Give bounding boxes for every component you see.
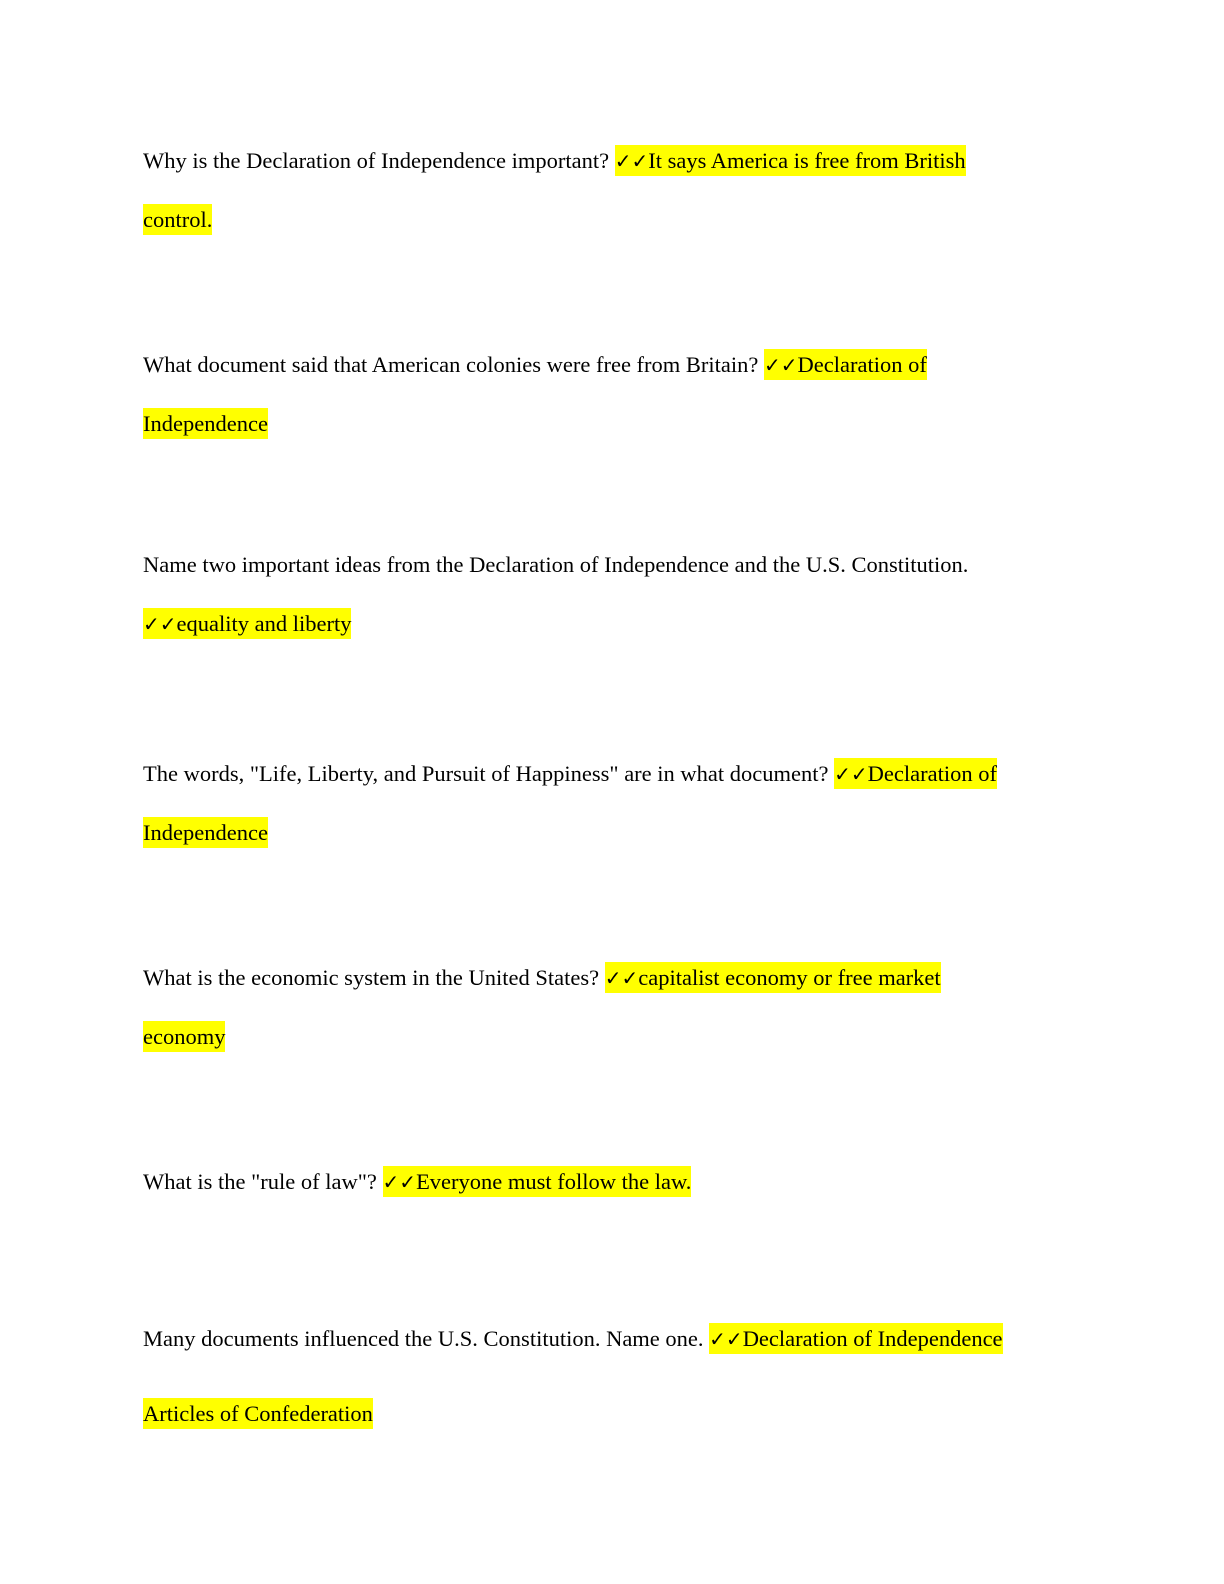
question-text: Why is the Declaration of Independence important?	[143, 148, 610, 173]
answer-highlight	[834, 758, 997, 789]
answer-highlight	[605, 962, 941, 993]
answer-text: equality and liberty	[176, 611, 352, 636]
answer-text: capitalist economy or free market	[638, 965, 941, 990]
question-text: Many documents influenced the U.S. Constitution. Name one.	[143, 1326, 704, 1351]
qa-item-6	[143, 1152, 1103, 1211]
double-check-icon: ✓✓	[604, 966, 639, 990]
double-check-icon: ✓✓	[382, 1170, 417, 1194]
answer-text: Articles of Confederation	[143, 1401, 373, 1426]
qa-item-7	[143, 1301, 1103, 1451]
question-text: Name two important ideas from the Declaration of Independence and the U.S. Constitution.	[143, 552, 969, 577]
qa-item-4	[143, 744, 1103, 862]
answer-text: Independence	[143, 820, 268, 845]
qa-item-1	[143, 131, 1103, 249]
answer-text: Declaration of	[867, 761, 997, 786]
qa-item-3	[143, 535, 1103, 653]
answer-highlight	[143, 408, 268, 439]
answer-text: Independence	[143, 411, 268, 436]
double-check-icon: ✓✓	[834, 762, 868, 786]
answer-highlight	[764, 349, 927, 380]
answer-highlight	[143, 204, 212, 235]
answer-text: Declaration of	[797, 352, 927, 377]
question-text: What is the "rule of law"?	[143, 1169, 377, 1194]
double-check-icon: ✓✓	[764, 353, 798, 377]
answer-highlight	[143, 608, 351, 639]
double-check-icon: ✓✓	[143, 612, 177, 636]
double-check-icon: ✓✓	[614, 149, 649, 173]
question-text: What document said that American colonies were free from Britain?	[143, 352, 759, 377]
answer-highlight	[143, 817, 268, 848]
question-text: The words, "Life, Liberty, and Pursuit of Happiness" are in what document?	[143, 761, 829, 786]
answer-text: Everyone must follow the law.	[416, 1169, 692, 1194]
answer-text: It says America is free from British	[648, 148, 966, 173]
question-text: What is the economic system in the United States?	[143, 965, 600, 990]
answer-text: economy	[143, 1024, 226, 1049]
answer-highlight	[143, 1021, 225, 1052]
qa-item-5	[143, 948, 1103, 1066]
double-check-icon: ✓✓	[709, 1327, 743, 1351]
answer-highlight	[615, 145, 966, 176]
qa-item-2	[143, 335, 1103, 453]
answer-highlight	[383, 1166, 692, 1197]
answer-highlight	[143, 1398, 373, 1429]
answer-highlight	[709, 1323, 1002, 1354]
answer-text: Declaration of Independence	[742, 1326, 1003, 1351]
answer-text: control.	[143, 207, 213, 232]
